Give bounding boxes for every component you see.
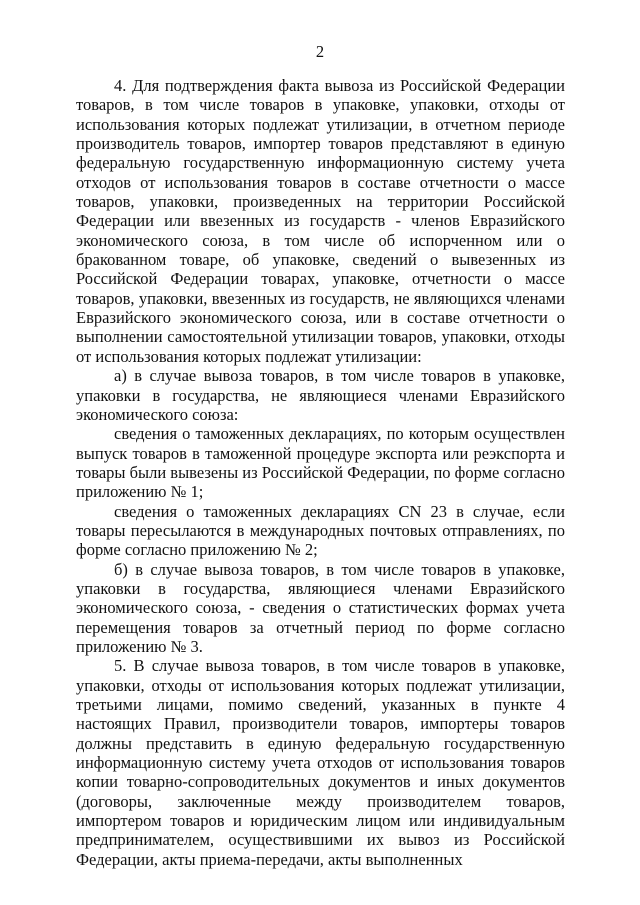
paragraph-subitem-a: а) в случае вывоза товаров, в том числе товаров в упаковке, упаковки в государства, не являющиеся членами Евразийского экономического союза: <box>76 366 565 424</box>
paragraph-item-5: 5. В случае вывоза товаров, в том числе товаров в упаковке, упаковки, отходы от использования которых подлежат утилизации, третьими лицами, помимо сведений, указанных в пункте 4 настоящих Правил, производители товаров, импортеры товаров должны представить в единую федеральную государственную информационную систему учета отходов от использования товаров копии товарно-сопроводительных документов и иных документов (договоры, заключенные между производителем товаров, импортером товаров и юридическим лицом или индивидуальным предпринимателем, осуществившими их вывоз из Российской Федерации, акты приема-передачи, акты выполненных <box>76 656 565 869</box>
paragraph-customs-declarations: сведения о таможенных декларациях, по которым осуществлен выпуск товаров в таможенной процедуре экспорта или реэкспорта и товары были вывезены из Российской Федерации, по форме согласно приложению № 1; <box>76 424 565 502</box>
paragraph-cn23-declarations: сведения о таможенных декларациях CN 23 в случае, если товары пересылаются в международных почтовых отправлениях, по форме согласно приложению № 2; <box>76 501 565 560</box>
page-number: 2 <box>315 42 325 61</box>
paragraph-item-4: 4. Для подтверждения факта вывоза из Российской Федерации товаров, в том числе товаров в упаковке, упаковки, отходы от использования которых подлежат утилизации, в отчетном периоде производитель товаров, импортер товаров представляют в единую федеральную государственную информационную систему учета отходов от использования товаров в составе отчетности о массе товаров, упаковки, произведенных на территории Российской Федерации или ввезенных из государств - членов Евразийского экономического союза, в том числе об испорченном или о бракованном товаре, об упаковке, сведений о вывезенных из Российской Федерации товарах, упаковке, отчетности о массе товаров, упаковки, ввезенных из государств, не являющихся членами Евразийского экономического союза, или в составе отчетности о выполнении самостоятельной утилизации товаров, упаковки, отходы от использования которых подлежат утилизации: <box>76 76 565 366</box>
document-body <box>76 76 565 869</box>
paragraph-subitem-b: б) в случае вывоза товаров, в том числе товаров в упаковке, упаковки в государства, являющиеся членами Евразийского экономического союза, - сведения о статистических формах учета перемещения товаров за отчетный период по форме согласно приложению № 3. <box>76 559 565 656</box>
